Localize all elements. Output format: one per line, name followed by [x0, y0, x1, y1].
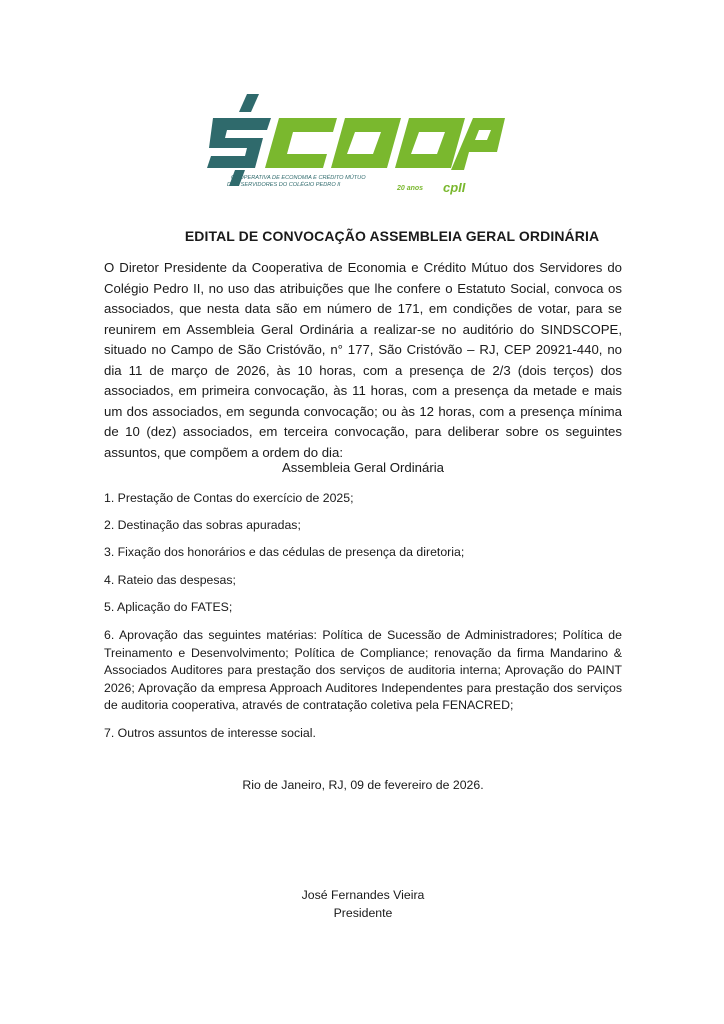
signature-block	[104, 886, 622, 922]
logo-anniversary: 20 anos	[397, 185, 424, 192]
agenda-item-1: 1. Prestação de Contas do exercício de 2025;	[104, 491, 354, 505]
logo-badge: cpII	[443, 180, 466, 195]
agenda-item-2: 2. Destinação das sobras apuradas;	[104, 518, 301, 532]
agenda-item-7: 7. Outros assuntos de interesse social.	[104, 726, 316, 740]
intro-paragraph: O Diretor Presidente da Cooperativa de Economia e Crédito Mútuo dos Servidores do Colégio Pedro II, no uso das atribuições que lhe confere o Estatuto Social, convoca os associados, que nesta data são em número de 171, em condições de votar, para se reunirem em Assembleia Geral Ordinária a realizar-se no auditório do SINDSCOPE, situado no Campo de São Cristóvão, n° 177, São Cristóvão – RJ, CEP 20921-440, no dia 11 de março de 2026, às 10 horas, com a presença de 2/3 (dois terços) dos associados, em primeira convocação, às 11 horas, com a presença da metade e mais um dos associados, em segunda convocação; ou às 12 horas, com a presença mínima de 10 (dez) associados, em terceira convocação, para deliberar sobre os seguintes assuntos, que compõem a ordem do dia:	[104, 260, 622, 460]
agenda-item-4: 4. Rateio das despesas;	[104, 573, 236, 587]
signer-role: Presidente	[333, 906, 393, 920]
agenda-item-6: 6. Aprovação das seguintes matérias: Política de Sucessão de Administradores; Política de Treinamento e Desenvolvimento; Política de Compliance; renovação da firma Mandarino & Associados Auditores para prestação dos serviços de auditoria interna; Aprovação do PAINT 2026; Aprovação da empresa Approach Auditores Independentes para prestação dos serviços de auditoria cooperativa, através de contratação coletiva pela FENACRED;	[104, 628, 622, 713]
agenda-item-5: 5. Aplicação do FATES;	[104, 600, 233, 614]
signer-name: José Fernandes Vieira	[301, 888, 425, 902]
logo-tagline-2: DOS SERVIDORES DO COLÉGIO PEDRO II	[227, 182, 341, 188]
place-date: Rio de Janeiro, RJ, 09 de fevereiro de 2026.	[242, 778, 484, 792]
coop-logo	[205, 86, 505, 206]
coop-logo-graphic	[205, 86, 505, 206]
document-title: EDITAL DE CONVOCAÇÃO ASSEMBLEIA GERAL ORDINÁRIA	[184, 228, 600, 244]
section-title: Assembleia Geral Ordinária	[282, 460, 444, 475]
agenda-item-3: 3. Fixação dos honorários e das cédulas de presença da diretoria;	[104, 545, 465, 559]
logo-tagline-1: COOPERATIVA DE ECONOMIA E CRÉDITO MÚTUO	[231, 175, 366, 181]
